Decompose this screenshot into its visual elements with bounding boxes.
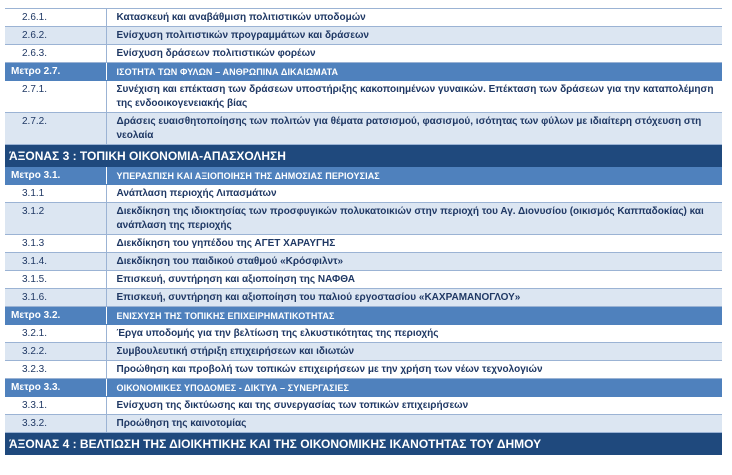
measure-title: ΙΣΟΤΗΤΑ ΤΩΝ ΦΥΛΩΝ – ΑΝΘΡΩΠΙΝΑ ΔΙΚΑΙΩΜΑΤΑ: [106, 63, 722, 81]
row-text: Επισκευή, συντήρηση και αξιοποίηση της ΝΑΦΘΑ: [106, 271, 722, 289]
row-text: Ενίσχυση πολιτιστικών προγραμμάτων και δράσεων: [106, 27, 722, 45]
row-text: Έργα υποδομής για την βελτίωση της ελκυστικότητας της περιοχής: [106, 325, 722, 343]
table-row: [5, 81, 722, 113]
measure-title: ΟΙΚΟΝΟΜΙΚΕΣ ΥΠΟΔΟΜΕΣ - ΔΙΚΤΥΑ – ΣΥΝΕΡΓΑΣΙΕΣ: [106, 379, 722, 397]
row-code: 3.1.2: [5, 203, 106, 235]
row-code: 3.1.6.: [5, 289, 106, 307]
row-text: Κατασκευή και αναβάθμιση πολιτιστικών υποδομών: [106, 9, 722, 27]
table-row: [5, 397, 722, 415]
measure-row: [5, 167, 722, 185]
measure-row: [5, 379, 722, 397]
table-row: [5, 235, 722, 253]
measure-row: [5, 307, 722, 325]
table-row: [5, 415, 722, 433]
table-row: [5, 45, 722, 63]
row-code: 3.3.2.: [5, 415, 106, 433]
table-row: [5, 271, 722, 289]
measure-code: Μετρο 3.3.: [5, 379, 106, 397]
row-text: Ανάπλαση περιοχής Λιπασμάτων: [106, 185, 722, 203]
row-code: 2.6.1.: [5, 9, 106, 27]
row-code: 3.2.1.: [5, 325, 106, 343]
axis-header-row: [5, 433, 722, 455]
table-row: [5, 361, 722, 379]
row-text: Επισκευή, συντήρηση και αξιοποίηση του παλιού εργοστασίου «ΚΑΧΡΑΜΑΝΟΓΛΟΥ»: [106, 289, 722, 307]
table-row: [5, 27, 722, 45]
row-code: 3.2.2.: [5, 343, 106, 361]
axis-header-row: [5, 145, 722, 167]
row-code: 3.1.1: [5, 185, 106, 203]
row-text: Δράσεις ευαισθητοποίησης των πολιτών για θέματα ρατσισμού, φασισμού, ισότητας των φύλων με ιδιαίτερη στόχευση στη νεολαία: [106, 113, 722, 145]
row-code: 2.7.2.: [5, 113, 106, 145]
table-row: [5, 325, 722, 343]
row-code: 2.6.2.: [5, 27, 106, 45]
measure-title: ΥΠΕΡΑΣΠΙΣΗ ΚΑΙ ΑΞΙΟΠΟΙΗΣΗ ΤΗΣ ΔΗΜΟΣΙΑΣ ΠΕΡΙΟΥΣΙΑΣ: [106, 167, 722, 185]
row-code: 3.1.3: [5, 235, 106, 253]
row-code: 2.7.1.: [5, 81, 106, 113]
table-row: [5, 185, 722, 203]
table-row: [5, 343, 722, 361]
row-text: Διεκδίκηση της ιδιοκτησίας των προσφυγικών πολυκατοικιών στην περιοχή του Αγ. Διονυσίου (οικισμός Καππαδοκίας) και ανάπλαση της περιοχής: [106, 203, 722, 235]
row-text: Διεκδίκηση του γηπέδου της ΑΓΕΤ ΧΑΡΑΥΓΗΣ: [106, 235, 722, 253]
row-code: 3.1.5.: [5, 271, 106, 289]
table-row: [5, 203, 722, 235]
row-code: 3.3.1.: [5, 397, 106, 415]
row-text: Διεκδίκηση του παιδικού σταθμού «Κρόσφιλντ»: [106, 253, 722, 271]
row-code: 3.1.4.: [5, 253, 106, 271]
table-row: [5, 9, 722, 27]
measure-code: Μετρο 3.2.: [5, 307, 106, 325]
measure-title: ΕΝΙΣΧΥΣΗ ΤΗΣ ΤΟΠΙΚΗΣ ΕΠΙΧΕΙΡΗΜΑΤΙΚΟΤΗΤΑΣ: [106, 307, 722, 325]
row-text: Προώθηση της καινοτομίας: [106, 415, 722, 433]
measure-row: [5, 63, 722, 81]
axis-title: ΆΞΟΝΑΣ 4 : ΒΕΛΤΙΩΣΗ ΤΗΣ ΔΙΟΙΚΗΤΙΚΗΣ ΚΑΙ ΤΗΣ ΟΙΚΟΝΟΜΙΚΗΣ ΙΚΑΝΟΤΗΤΑΣ ΤΟΥ ΔΗΜΟΥ: [5, 433, 722, 455]
measure-code: Μετρο 3.1.: [5, 167, 106, 185]
table-row: [5, 253, 722, 271]
row-code: 2.6.3.: [5, 45, 106, 63]
table-row: [5, 289, 722, 307]
measure-code: Μετρο 2.7.: [5, 63, 106, 81]
row-text: Συνέχιση και επέκταση των δράσεων υποστήριξης κακοποιημένων γυναικών. Επέκταση των δράσεων για την καταπολέμηση της ενδοοικογενειακής βίας: [106, 81, 722, 113]
row-text: Ενίσχυση δράσεων πολιτιστικών φορέων: [106, 45, 722, 63]
row-text: Ενίσχυση της δικτύωσης και της συνεργασίας των τοπικών επιχειρήσεων: [106, 397, 722, 415]
axis-title: ΆΞΟΝΑΣ 3 : ΤΟΠΙΚΗ ΟΙΚΟΝΟΜΙΑ-ΑΠΑΣΧΟΛΗΣΗ: [5, 145, 722, 167]
row-code: 3.2.3.: [5, 361, 106, 379]
row-text: Προώθηση και προβολή των τοπικών επιχειρήσεων με την χρήση των νέων τεχνολογιών: [106, 361, 722, 379]
table-row: [5, 113, 722, 145]
plan-table: [5, 8, 722, 455]
row-text: Συμβουλευτική στήριξη επιχειρήσεων και ιδιωτών: [106, 343, 722, 361]
